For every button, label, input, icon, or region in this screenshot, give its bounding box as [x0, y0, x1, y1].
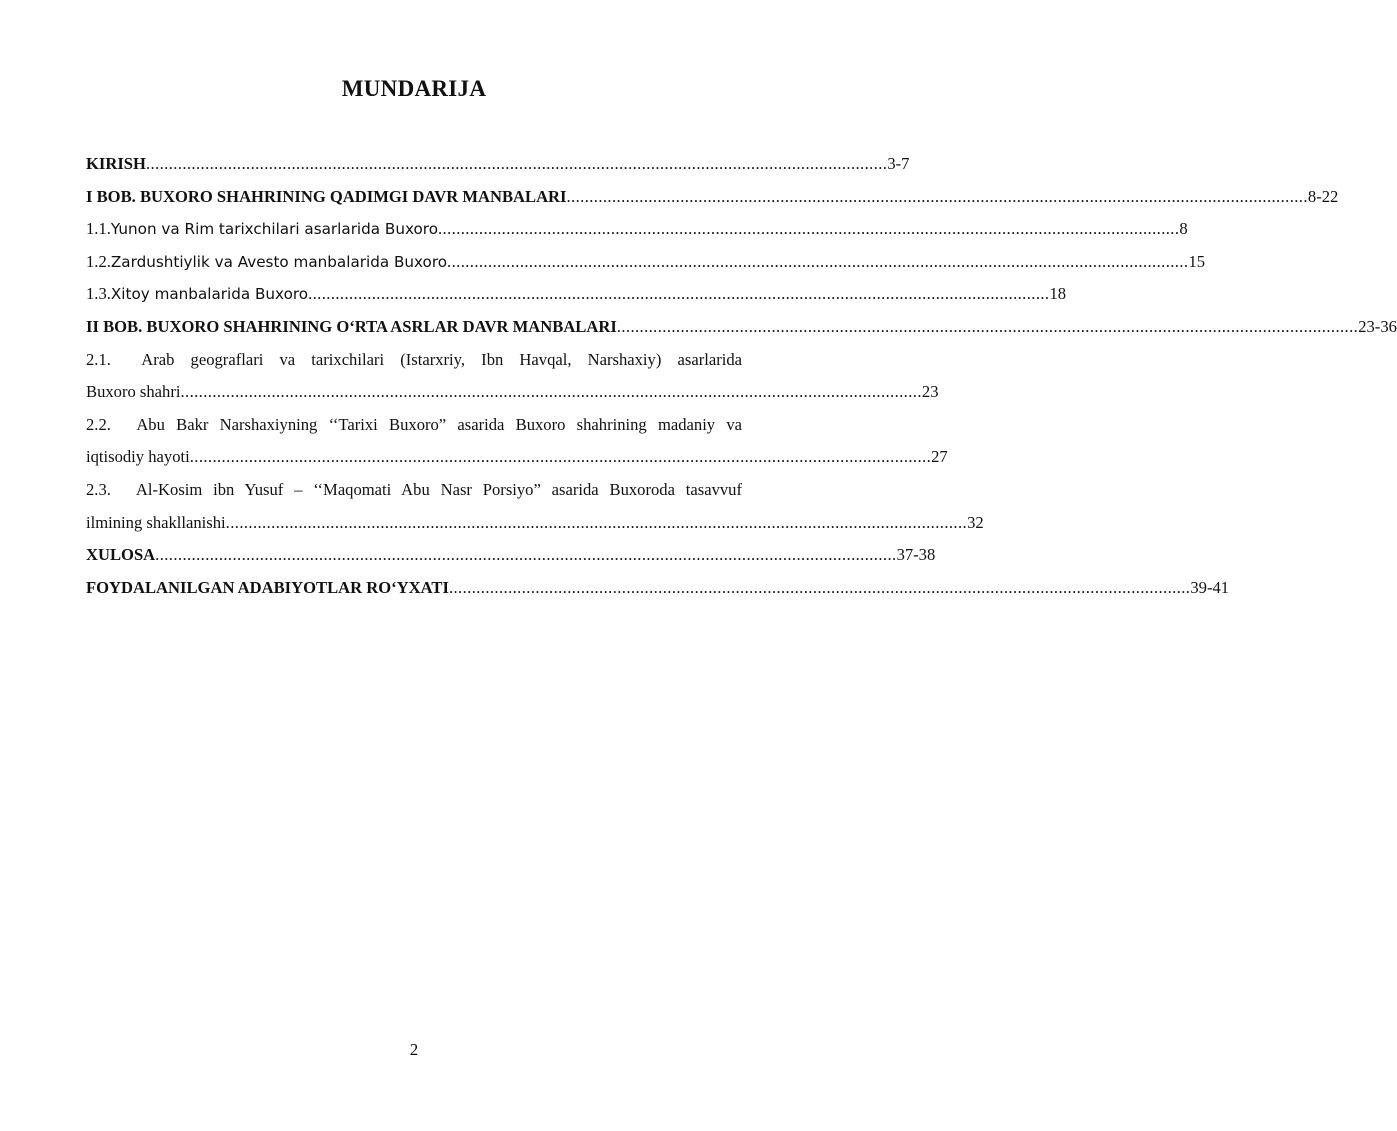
toc-entry-2-3-line-2: [86, 507, 984, 540]
toc-entry-2-2-line-2: [86, 441, 948, 474]
page-title: MUNDARIJA: [341, 76, 487, 101]
table-of-contents: [86, 148, 1397, 604]
toc-entry-1-2: [86, 246, 1206, 279]
toc-entry-xulosa: [86, 539, 936, 572]
dot-leader: ...................................................................................................................................................................: [448, 577, 1191, 597]
toc-entry-2-3-line-1: [86, 474, 742, 507]
toc-entry-page: 32: [967, 512, 984, 532]
dot-leader: ...................................................................................................................................................................: [189, 447, 932, 467]
toc-entry-2-1-line-2: [86, 376, 939, 409]
toc-entry-title: XULOSA: [86, 545, 156, 565]
toc-entry-title-continued: ilmining shakllanishi: [86, 512, 226, 532]
toc-entry-number: 1.3.: [86, 284, 111, 304]
toc-entry-kirish: [86, 148, 910, 181]
toc-entry-1-3: [86, 278, 1067, 311]
dot-leader: ...................................................................................................................................................................: [225, 512, 968, 532]
toc-entry-page: 27: [931, 447, 948, 467]
dot-leader: ...................................................................................................................................................................: [447, 251, 1189, 271]
toc-entry-title: Arab geograflari va tarixchilari (Istarxriy, Ibn Havqal, Narshaxiy) asarlarida: [141, 349, 742, 369]
toc-entry-page: 23: [921, 382, 939, 402]
toc-entry-number: 2.2.: [86, 414, 111, 434]
toc-entry-page: 8-22: [1307, 186, 1339, 206]
toc-entry-page: 39-41: [1190, 577, 1230, 597]
toc-entry-number: 1.1.: [86, 219, 111, 239]
toc-entry-title: Zardushtiylik va Avesto manbalarida Buxoro: [110, 252, 448, 271]
toc-entry-title: FOYDALANILGAN ADABIYOTLAR RO‘YXATI: [86, 577, 449, 597]
dot-leader: ...................................................................................................................................................................: [145, 154, 888, 173]
toc-entry-title: KIRISH: [86, 154, 146, 173]
toc-entry-title-continued: iqtisodiy hayoti: [86, 447, 190, 467]
toc-entry-title: Yunon va Rim tarixchilari asarlarida Buxoro: [110, 220, 438, 239]
toc-entry-title-continued: Buxoro shahri: [86, 382, 181, 402]
toc-entry-2-1-line-1: [86, 344, 742, 377]
toc-entry-title: Xitoy manbalarida Buxoro: [110, 285, 309, 304]
toc-entry-number: 2.1.: [86, 349, 111, 369]
dot-leader: ...................................................................................................................................................................: [308, 284, 1050, 304]
dot-leader: ...................................................................................................................................................................: [566, 186, 1308, 206]
toc-entry-title: Al-Kosim ibn Yusuf – ‘‘Maqomati Abu Nasr Porsiyo” asarida Buxoroda tasavvuf: [135, 479, 742, 499]
toc-entry-page: 18: [1049, 284, 1067, 304]
toc-entry-chapter-1: [86, 181, 1339, 214]
toc-entry-page: 8: [1179, 219, 1188, 239]
toc-entry-title: I BOB. BUXORO SHAHRINING QADIMGI DAVR MANBALARI: [86, 186, 567, 206]
toc-entry-page: 37-38: [896, 545, 936, 565]
toc-entry-number: 2.3.: [86, 479, 111, 499]
toc-entry-page: 23-36: [1358, 316, 1397, 336]
toc-entry-references: [86, 572, 1230, 605]
dot-leader: ...................................................................................................................................................................: [438, 219, 1180, 239]
toc-entry-title: Abu Bakr Narshaxiyning ‘‘Tarixi Buxoro” asarida Buxoro shahrining madaniy va: [136, 414, 742, 434]
toc-entry-2-2-line-1: [86, 409, 742, 442]
page-number: 2: [409, 1040, 419, 1059]
toc-entry-page: 15: [1188, 251, 1206, 271]
dot-leader: ...................................................................................................................................................................: [616, 316, 1359, 336]
dot-leader: ...................................................................................................................................................................: [180, 382, 922, 402]
toc-entry-page: 3-7: [887, 154, 910, 173]
toc-entry-number: 1.2.: [86, 251, 111, 271]
toc-entry-chapter-2: [86, 311, 1397, 344]
dot-leader: ...................................................................................................................................................................: [155, 545, 897, 565]
toc-entry-1-1: [86, 213, 1188, 246]
toc-entry-title: II BOB. BUXORO SHAHRINING O‘RTA ASRLAR DAVR MANBALARI: [86, 316, 617, 336]
